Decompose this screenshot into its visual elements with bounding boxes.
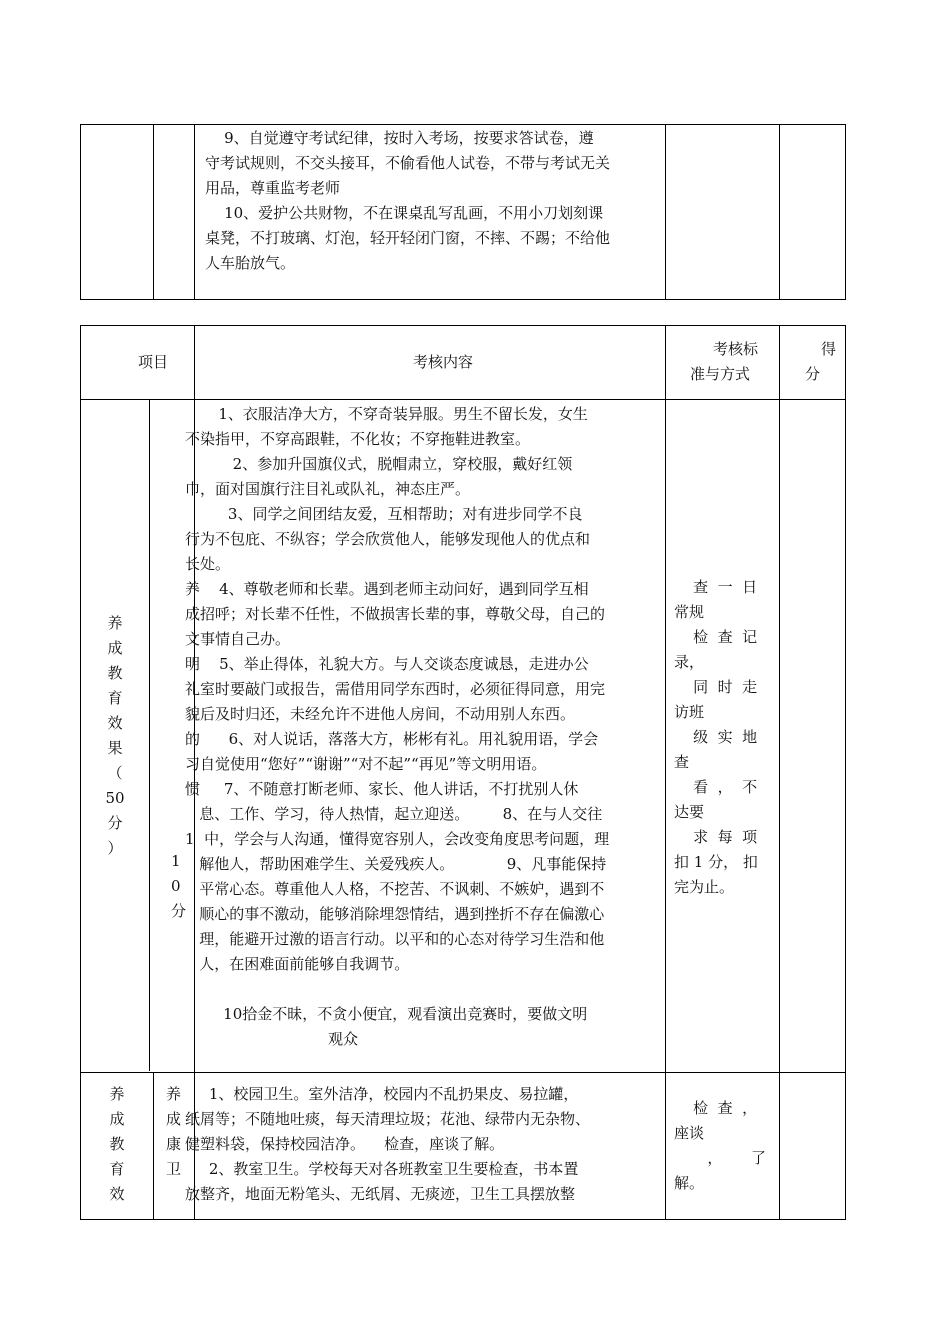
content-line: 2、参加升国旗仪式，脱帽肃立，穿校服，戴好红领 (185, 455, 573, 473)
content-line: 息、工作、学习，待人热情，起立迎送。 8、在与人交往 (185, 805, 603, 823)
content-line: 貌后及时归还，未经允许不进他人房间，不动用别人东西。 (185, 705, 576, 723)
category-char: 教 (107, 664, 123, 682)
content-line: 1、校园卫生。室外洁净，校园内不乱扔果皮、易拉罐， (185, 1085, 579, 1103)
category-char: 养 (107, 614, 123, 632)
category-char: 教 (109, 1135, 125, 1153)
method-line: 同 时 走 (674, 678, 758, 696)
category-char: 成 (107, 639, 123, 657)
method-line: 达要 (674, 803, 705, 821)
method-line: 访班 (674, 703, 705, 721)
col-divider (779, 125, 780, 299)
sub-score-char: 1 (171, 852, 181, 870)
sub-score-label (171, 849, 186, 924)
hygiene-content (185, 1082, 590, 1207)
method-line: 看 ， 不 (674, 778, 758, 796)
content-line: 长处。 (185, 555, 231, 573)
method-line: 检 查 记 (674, 628, 758, 646)
header-score-line1: 得 (821, 340, 837, 358)
content-line: 用品，尊重监考老师 (205, 179, 341, 197)
content-line: 3、同学之间团结友爱，互相帮助；对有进步同学不良 (185, 505, 583, 523)
content-line: 10、爱护公共财物，不在课桌乱写乱画，不用小刀划刻课 (205, 204, 604, 222)
hygiene-method (674, 1096, 766, 1196)
content-line: 纸屑等；不随地吐痰，每天清理垃圾；花池、绿带内无杂物、 (185, 1110, 591, 1128)
sub-category-char: 养 (165, 1085, 181, 1103)
category-char: 50 (105, 789, 125, 807)
content-line: 习自觉使用“您好”“谢谢”“对不起”“再见”等文明用语。 (185, 755, 547, 773)
content-line: 巾，面对国旗行注目礼或队礼，神态庄严。 (185, 480, 471, 498)
content-line: 放整齐，地面无粉笔头、无纸屑、无痰迹，卫生工具摆放整 (185, 1185, 576, 1203)
method-line: 座谈 (674, 1124, 705, 1142)
row-divider (81, 1072, 845, 1073)
content-line: 平常心态。尊重他人人格，不挖苦、不讽刺、不嫉妒，遇到不 (185, 880, 605, 898)
method-line: 查 (674, 753, 690, 771)
content-line: 成招呼；对长辈不任性，不做损害长辈的事，尊敬父母，自己的 (185, 605, 606, 623)
method-line: 扣 1 分， 扣 (674, 853, 758, 871)
content-line: 1 中，学会与人沟通，懂得宽容别人，会改变角度思考问题，理 (185, 830, 610, 848)
method-line: 录， (674, 653, 705, 671)
content-line: 文事情自己办。 (185, 630, 291, 648)
content-line: 行为不包庇、不纵容；学会欣赏他人，能够发现他人的优点和 (185, 530, 591, 548)
category-char: 果 (107, 739, 123, 757)
category-char: （ (107, 764, 123, 782)
header-item: 项目 (138, 353, 169, 371)
category-char: 效 (109, 1185, 125, 1203)
col-divider (153, 125, 154, 299)
row-divider (81, 399, 845, 400)
header-method-line2: 准与方式 (690, 365, 751, 383)
sub-score-char: 分 (171, 902, 187, 920)
content-line (185, 977, 609, 1002)
method-line: 查 一 日 (674, 578, 758, 596)
method-line: 求 每 项 (674, 828, 758, 846)
category-label-2 (81, 1082, 153, 1207)
content-line: 健塑料袋，保持校园洁净。 检查，座谈了解。 (185, 1135, 505, 1153)
content-line: 9、自觉遵守考试纪律，按时入考场，按要求答试卷，遵 (205, 129, 594, 147)
assessment-method (674, 575, 758, 900)
header-method-line1: 考核标 (713, 340, 759, 358)
assessment-table (80, 325, 846, 1220)
category-char: 养 (109, 1085, 125, 1103)
content-line: 解他人，帮助困难学生、关爱残疾人。 9、凡事能保持 (185, 855, 607, 873)
header-content: 考核内容 (413, 353, 474, 371)
sub-category-char: 卫 (165, 1160, 181, 1178)
category-char: 育 (109, 1160, 125, 1178)
category-char: 效 (107, 714, 123, 732)
content-line: 2、教室卫生。学校每天对各班教室卫生要检查，书本置 (185, 1160, 579, 1178)
col-divider (665, 326, 666, 1219)
method-line: 解。 (674, 1174, 705, 1192)
category-label (81, 611, 149, 861)
content-line: 守考试规则，不交头接耳，不偷看他人试卷，不带与考试无关 (205, 154, 611, 172)
content-line: 人车胎放气。 (205, 254, 296, 272)
method-line: 常规 (674, 603, 705, 621)
continued-table (80, 124, 846, 300)
category-char: 成 (109, 1110, 125, 1128)
sub-category-char: 康 (165, 1135, 181, 1153)
method-line: 级 实 地 (674, 728, 758, 746)
content-line: 10拾金不昧，不贪小便宜，观看演出竞赛时，要做文明 (185, 1005, 588, 1023)
content-line: 顺心的事不激动，能够消除埋怨情结，遇到挫折不存在偏激心 (185, 905, 605, 923)
content-line: 礼室时要敲门或报告，需借用同学东西时，必须征得同意，用完 (185, 680, 606, 698)
col-divider (665, 125, 666, 299)
category-char: 育 (107, 689, 123, 707)
assessment-content (185, 402, 609, 1052)
sub-score-char: 0 (171, 877, 181, 895)
content-line: 不染指甲，不穿高跟鞋，不化妆；不穿拖鞋进教室。 (185, 430, 531, 448)
method-line: 检 查 ， (674, 1099, 758, 1117)
category-char: ） (107, 839, 123, 857)
content-line: 观众 (185, 1030, 359, 1048)
content-line: 的 6、对人说话，落落大方，彬彬有礼。用礼貌用语，学会 (185, 730, 599, 748)
content-line: 养 4、尊敬老师和长辈。遇到老师主动问好，遇到同学互相 (185, 580, 589, 598)
method-line: 完为止。 (674, 878, 735, 896)
content-line: 桌凳，不打玻璃、灯泡，轻开轻闭门窗，不摔、不踢；不给他 (205, 229, 611, 247)
method-line: ， 了 (674, 1149, 766, 1167)
content-line: 惯 7、不随意打断老师、家长、他人讲话，不打扰别人休 (185, 780, 579, 798)
header-score-line2: 分 (805, 365, 821, 383)
col-divider (779, 326, 780, 1219)
col-divider (149, 399, 150, 1071)
col-divider (194, 125, 195, 299)
category-char: 分 (107, 814, 123, 832)
sub-category-char: 成 (165, 1110, 181, 1128)
content-line: 1、衣服洁净大方，不穿奇装异服。男生不留长发，女生 (185, 405, 588, 423)
content-line: 理，能避开过激的语言行动。以平和的心态对待学习生浩和他 (185, 930, 605, 948)
content-line: 人，在困难面前能够自我调节。 (185, 955, 410, 973)
content-line: 明 5、举止得体，礼貌大方。与人交谈态度诚恳，走进办公 (185, 655, 589, 673)
assessment-content-continued (205, 126, 610, 276)
